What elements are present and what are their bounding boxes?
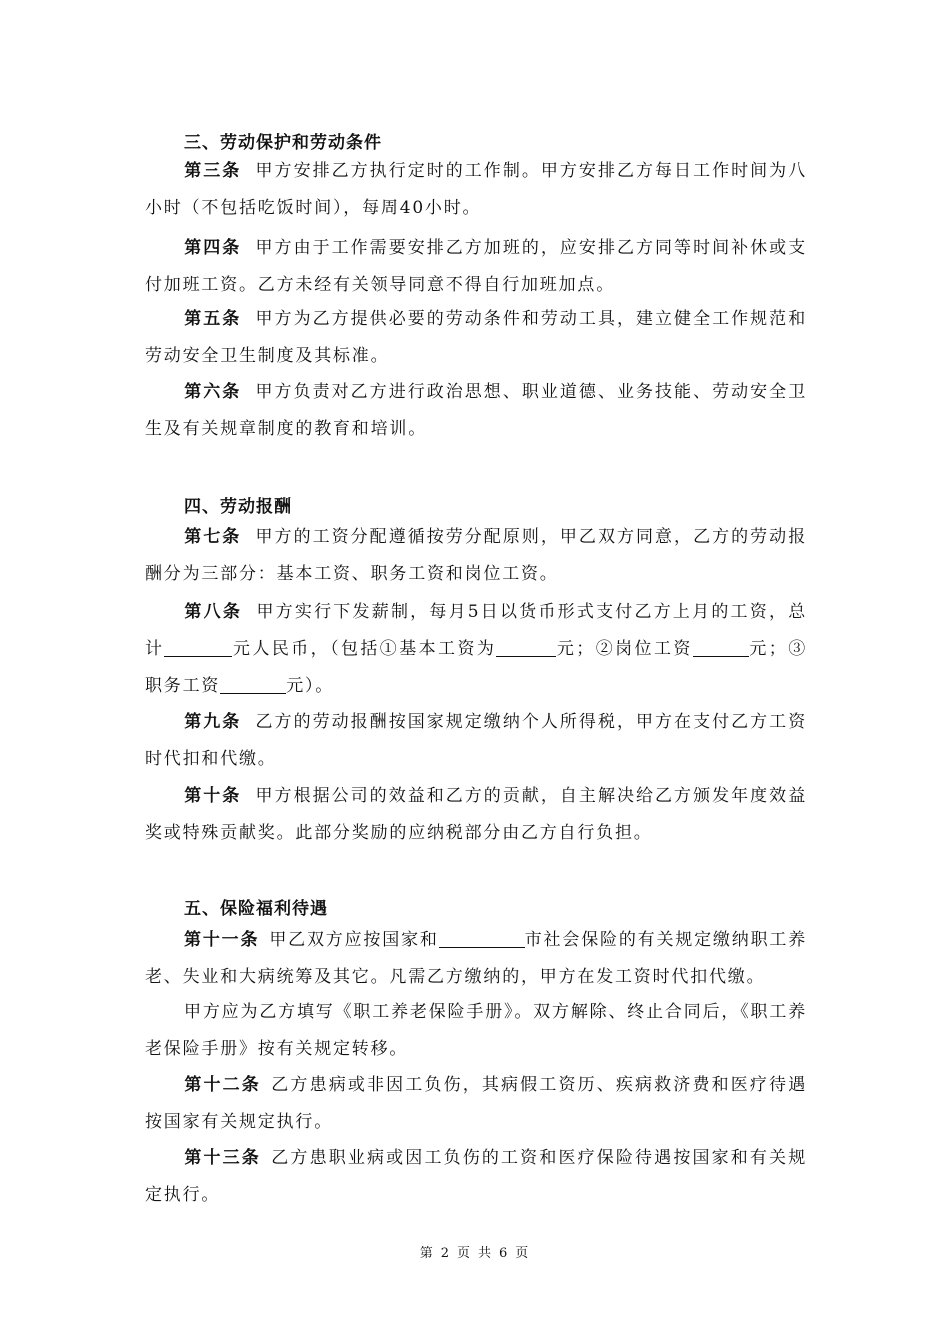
article-5 [145,301,807,375]
article-6 [145,374,807,448]
article-label: 第六条 [184,382,242,402]
blank-duty-salary[interactable] [220,676,286,694]
blank-city[interactable] [439,930,525,948]
article-label: 第三条 [184,161,242,181]
article-text: 元；③职务工资 [145,639,807,696]
article-text: 甲乙双方应按国家和 [269,930,439,950]
article-11-supplement [145,994,807,1068]
footer-text: 页 [456,1246,472,1261]
article-label: 第十三条 [184,1148,261,1168]
article-label: 第四条 [184,238,242,258]
article-text: 乙方患职业病或因工负伤的工资和医疗保险待遇按国家和有关规定执行。 [145,1148,808,1205]
article-text: 乙方的劳动报酬按国家规定缴纳个人所得税，甲方在支付乙方工资时代扣和代缴。 [145,712,807,769]
article-11 [145,922,807,996]
article-text: 甲方根据公司的效益和乙方的贡献，自主解决给乙方颁发年度效益奖或特殊贡献奖。此部分奖励的应纳税部分由乙方自行负担。 [145,786,807,843]
article-text: 甲方的工资分配遵循按劳分配原则，甲乙双方同意，乙方的劳动报酬分为三部分：基本工资、职务工资和岗位工资。 [145,527,807,584]
article-text: 甲方实行下发薪制，每月5日以货币形式支付乙方上月的工资，总计 [145,602,807,659]
section-heading-5: 五、保险福利待遇 [184,899,328,919]
article-text: 元；②岗位工资 [556,639,693,659]
blank-position-salary[interactable] [693,639,749,657]
article-label: 第七条 [184,527,242,547]
footer-text: 共 [478,1246,494,1261]
blank-total-salary[interactable] [164,639,232,657]
page-footer [0,1242,950,1261]
article-label: 第九条 [184,712,242,732]
footer-text: 第 [419,1246,435,1261]
article-8 [145,594,807,705]
article-text: 乙方患病或非因工负伤，其病假工资历、疾病救济费和医疗待遇按国家有关规定执行。 [145,1075,808,1132]
article-3 [145,153,807,227]
article-text: 甲方应为乙方填写《职工养老保险手册》。双方解除、终止合同后，《职工养老保险手册》按有关规定转移。 [145,1002,807,1059]
total-page-number: 6 [499,1246,510,1261]
article-label: 第十条 [184,786,242,806]
section-heading-4: 四、劳动报酬 [184,497,292,517]
article-12 [145,1067,807,1141]
article-4 [145,230,807,304]
article-label: 第五条 [184,309,242,329]
article-label: 第十二条 [184,1075,261,1095]
article-text: 甲方为乙方提供必要的劳动条件和劳动工具，建立健全工作规范和劳动安全卫生制度及其标准。 [145,309,807,366]
current-page-number: 2 [440,1246,451,1261]
article-text: 甲方负责对乙方进行政治思想、职业道德、业务技能、劳动安全卫生及有关规章制度的教育和培训。 [145,382,807,439]
article-label: 第十一条 [184,930,260,950]
article-13 [145,1140,807,1214]
article-10 [145,778,807,852]
blank-basic-salary[interactable] [496,639,556,657]
article-text: 元人民币，（包括①基本工资为 [232,639,497,659]
article-text: 甲方由于工作需要安排乙方加班的，应安排乙方同等时间补休或支付加班工资。乙方未经有关领导同意不得自行加班加点。 [145,238,807,295]
article-text: 元）。 [286,676,335,696]
article-9 [145,704,807,778]
footer-text: 页 [515,1246,531,1261]
article-7 [145,519,807,593]
article-text: 甲方安排乙方执行定时的工作制。甲方安排乙方每日工作时间为八小时（不包括吃饭时间），每周40小时。 [145,161,807,218]
section-heading-3: 三、劳动保护和劳动条件 [184,133,382,153]
article-text: 市社会保险的有关规定缴纳职工养老、失业和大病统筹及其它。凡需乙方缴纳的，甲方在发工资时代扣代缴。 [145,930,808,987]
article-label: 第八条 [184,602,243,622]
